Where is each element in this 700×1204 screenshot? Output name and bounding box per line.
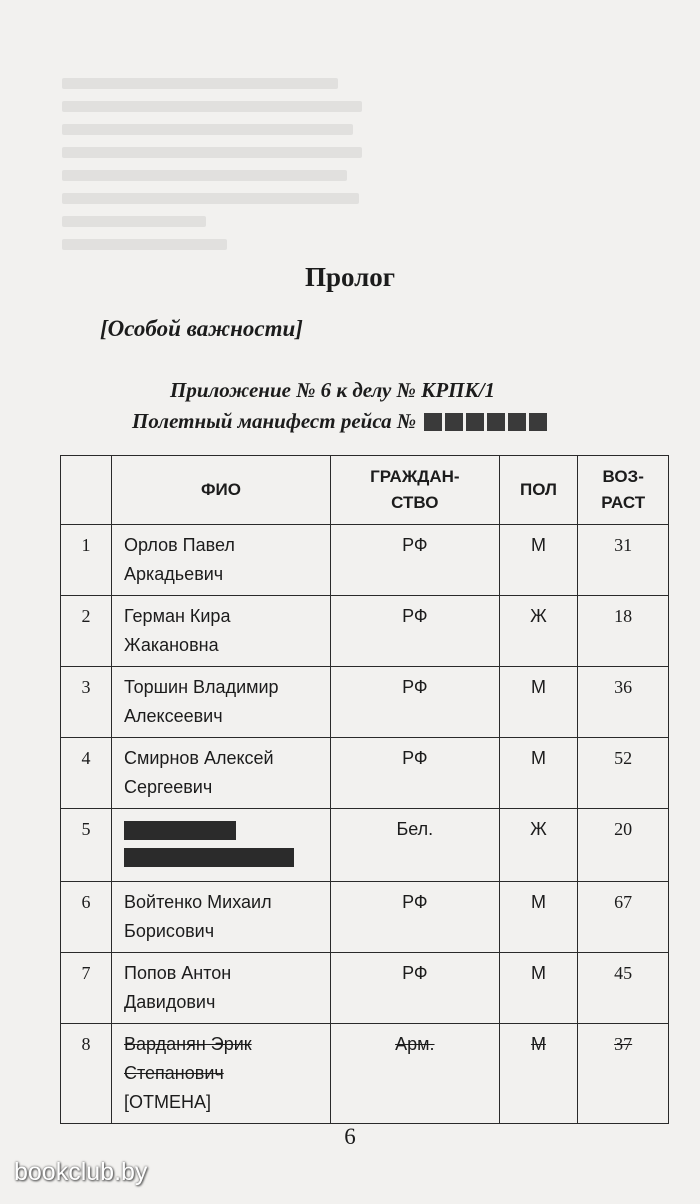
sex-cell: М: [499, 738, 578, 809]
table-row-cancelled: [61, 1024, 669, 1124]
table-row: [61, 738, 669, 809]
table-row: [61, 953, 669, 1024]
age-cell: 18: [578, 596, 669, 667]
citizenship-cell: РФ: [331, 882, 500, 953]
sex-cell: Ж: [499, 596, 578, 667]
row-number: 2: [61, 596, 112, 667]
passenger-name: Герман Кира Жакановна: [112, 596, 331, 667]
redaction-bar: [124, 848, 294, 867]
citizenship-cell: Арм.: [331, 1024, 500, 1124]
citizenship-cell: РФ: [331, 667, 500, 738]
age-cell: 37: [578, 1024, 669, 1124]
sex-cell: М: [499, 1024, 578, 1124]
citizenship-cell: РФ: [331, 525, 500, 596]
table-row: [61, 809, 669, 882]
table-row: [61, 667, 669, 738]
passenger-name: Варданян Эрик Степанович [ОТМЕНА]: [112, 1024, 331, 1124]
passenger-name: Смирнов Алексей Сергеевич: [112, 738, 331, 809]
sex-cell: Ж: [499, 809, 578, 882]
chapter-heading: Пролог: [304, 262, 396, 292]
sex-cell: М: [499, 667, 578, 738]
sex-cell: М: [499, 882, 578, 953]
watermark-text: bookclub.by: [14, 1158, 148, 1186]
header-citizenship: ГРАЖДАН- СТВО: [331, 456, 500, 525]
citizenship-cell: РФ: [331, 738, 500, 809]
passenger-name: Войтенко Михаил Борисович: [112, 882, 331, 953]
passenger-name: Торшин Владимир Алексеевич: [112, 667, 331, 738]
row-number: 7: [61, 953, 112, 1024]
appendix-line: Приложение № 6 к делу № КРПК/1: [170, 378, 496, 402]
table-row: [61, 525, 669, 596]
row-number: 5: [61, 809, 112, 882]
passenger-name: Орлов Павел Аркадьевич: [112, 525, 331, 596]
passenger-name-redacted: [112, 809, 331, 882]
table-row: [61, 596, 669, 667]
header-sex: ПОЛ: [499, 456, 578, 525]
row-number: 4: [61, 738, 112, 809]
age-cell: 31: [578, 525, 669, 596]
passenger-name: Попов Антон Давидович: [112, 953, 331, 1024]
sex-cell: М: [499, 953, 578, 1024]
manifest-title: Полетный манифест рейса №: [132, 409, 417, 433]
citizenship-cell: РФ: [331, 953, 500, 1024]
row-number: 3: [61, 667, 112, 738]
row-number: 6: [61, 882, 112, 953]
age-cell: 20: [578, 809, 669, 882]
age-cell: 36: [578, 667, 669, 738]
citizenship-cell: Бел.: [331, 809, 500, 882]
manifest-table: [60, 455, 669, 1124]
header-name: ФИО: [112, 456, 331, 525]
page-number: 6: [344, 1124, 356, 1149]
redacted-flight-number: [424, 413, 547, 431]
cancellation-note: [ОТМЕНА]: [124, 1092, 212, 1112]
age-cell: 45: [578, 953, 669, 1024]
citizenship-cell: РФ: [331, 596, 500, 667]
secrecy-label: [Особой важности]: [100, 316, 303, 341]
row-number: 1: [61, 525, 112, 596]
age-cell: 52: [578, 738, 669, 809]
header-number: [61, 456, 112, 525]
redaction-bar: [124, 821, 236, 840]
header-age: ВОЗ- РАСТ: [578, 456, 669, 525]
sex-cell: М: [499, 525, 578, 596]
table-row: [61, 882, 669, 953]
manifest-title-line: [132, 409, 547, 434]
bleed-through-text: [62, 66, 362, 262]
row-number: 8: [61, 1024, 112, 1124]
table-header-row: [61, 456, 669, 525]
age-cell: 67: [578, 882, 669, 953]
